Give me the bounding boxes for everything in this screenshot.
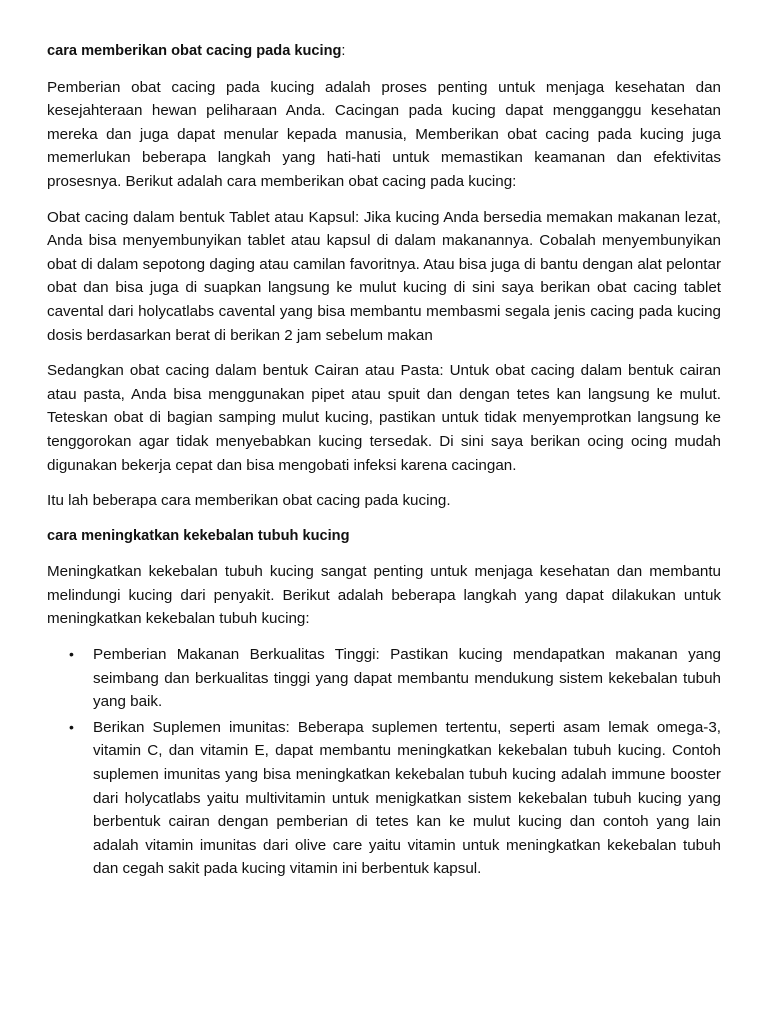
- list-item: [47, 716, 721, 881]
- paragraph-immunity-intro: Meningkatkan kekebalan tubuh kucing sangat penting untuk menjaga kesehatan dan membantu melindungi kucing dari penyakit. Berikut adalah beberapa langkah yang dapat dilakukan untuk meningkatkan kekebalan tubuh kucing:: [47, 563, 721, 628]
- bullet-list: [47, 643, 721, 881]
- section-heading-deworming: [47, 40, 721, 64]
- heading-text: cara memberikan obat cacing pada kucing: [47, 43, 342, 59]
- heading-colon: :: [341, 43, 346, 59]
- paragraph-liquid: Sedangkan obat cacing dalam bentuk Cairan atau Pasta: Untuk obat cacing dalam bentuk cairan atau pasta, Anda bisa menggunakan pipet atau spuit dan dengan tetes kan langsung ke mulut. Teteskan obat di bagian samping mulut kucing, pastikan untuk tidak menyemprotkan langsung ke tenggorokan agar tidak menyebabkan kucing tersedak. Di sini saya berikan ocing ocing mudah digunakan bekerja cepat dan bisa mengobati infeksi karena cacingan.: [47, 362, 721, 474]
- paragraph-tablet: Obat cacing dalam bentuk Tablet atau Kapsul: Jika kucing Anda bersedia memakan makanan lezat, Anda bisa menyembunyikan tablet atau kapsul di dalam makanannya. Cobalah menyembunyikan obat di dalam sepotong daging atau camilan favoritnya. Atau bisa juga di bantu dengan alat pelontar obat dan bisa juga di suapkan langsung ke mulut kucing di sini saya berikan obat cacing tablet cavental dari holycatlabs cavental yang bisa membantu membasmi segala jenis cacing pada kucing dosis berdasarkan berat di berikan 2 jam sebelum makan: [47, 208, 721, 344]
- bullet-icon: •: [69, 646, 74, 663]
- document-page: [47, 40, 721, 883]
- paragraph-intro: Pemberian obat cacing pada kucing adalah proses penting untuk menjaga kesehatan dan kesejahteraan hewan peliharaan Anda. Cacingan pada kucing dapat mengganggu kesehatan mereka dan juga dapat menular kepada manusia, Memberikan obat cacing pada kucing juga memerlukan beberapa langkah yang hati-hati untuk memastikan keamanan dan efektivitas prosesnya. Berikut adalah cara memberikan obat cacing pada kucing:: [47, 78, 721, 190]
- paragraph-closing: Itu lah beberapa cara memberikan obat cacing pada kucing.: [47, 492, 451, 510]
- bullet-icon: •: [69, 718, 74, 735]
- section-heading-immunity: cara meningkatkan kekebalan tubuh kucing: [47, 527, 350, 544]
- list-item-text: Berikan Suplemen imunitas: Beberapa suplemen tertentu, seperti asam lemak omega-3, vitamin C, dan vitamin E, dapat membantu meningkatkan kekebalan tubuh kucing. Contoh suplemen imunitas yang bisa meningkatkan kekebalan tubuh kucing adalah immune booster dari holycatlabs yaitu multivitamin untuk menigkatkan sistem kekebalan tubuh kucing yang berbentuk cairan dengan pemberian di tetes kan ke mulut kucing dan contoh yang lain adalah vitamin imunitas dari olive care yaitu vitamin untuk meningkatkan kekebalan tubuh dan cegah sakit pada kucing vitamin ini berbentuk kapsul.: [93, 718, 721, 878]
- list-item: [47, 643, 721, 714]
- list-item-text: Pemberian Makanan Berkualitas Tinggi: Pastikan kucing mendapatkan makanan yang seimbang dan berkualitas tinggi yang dapat membantu mendukung sistem kekebalan tubuh yang baik.: [93, 646, 721, 711]
